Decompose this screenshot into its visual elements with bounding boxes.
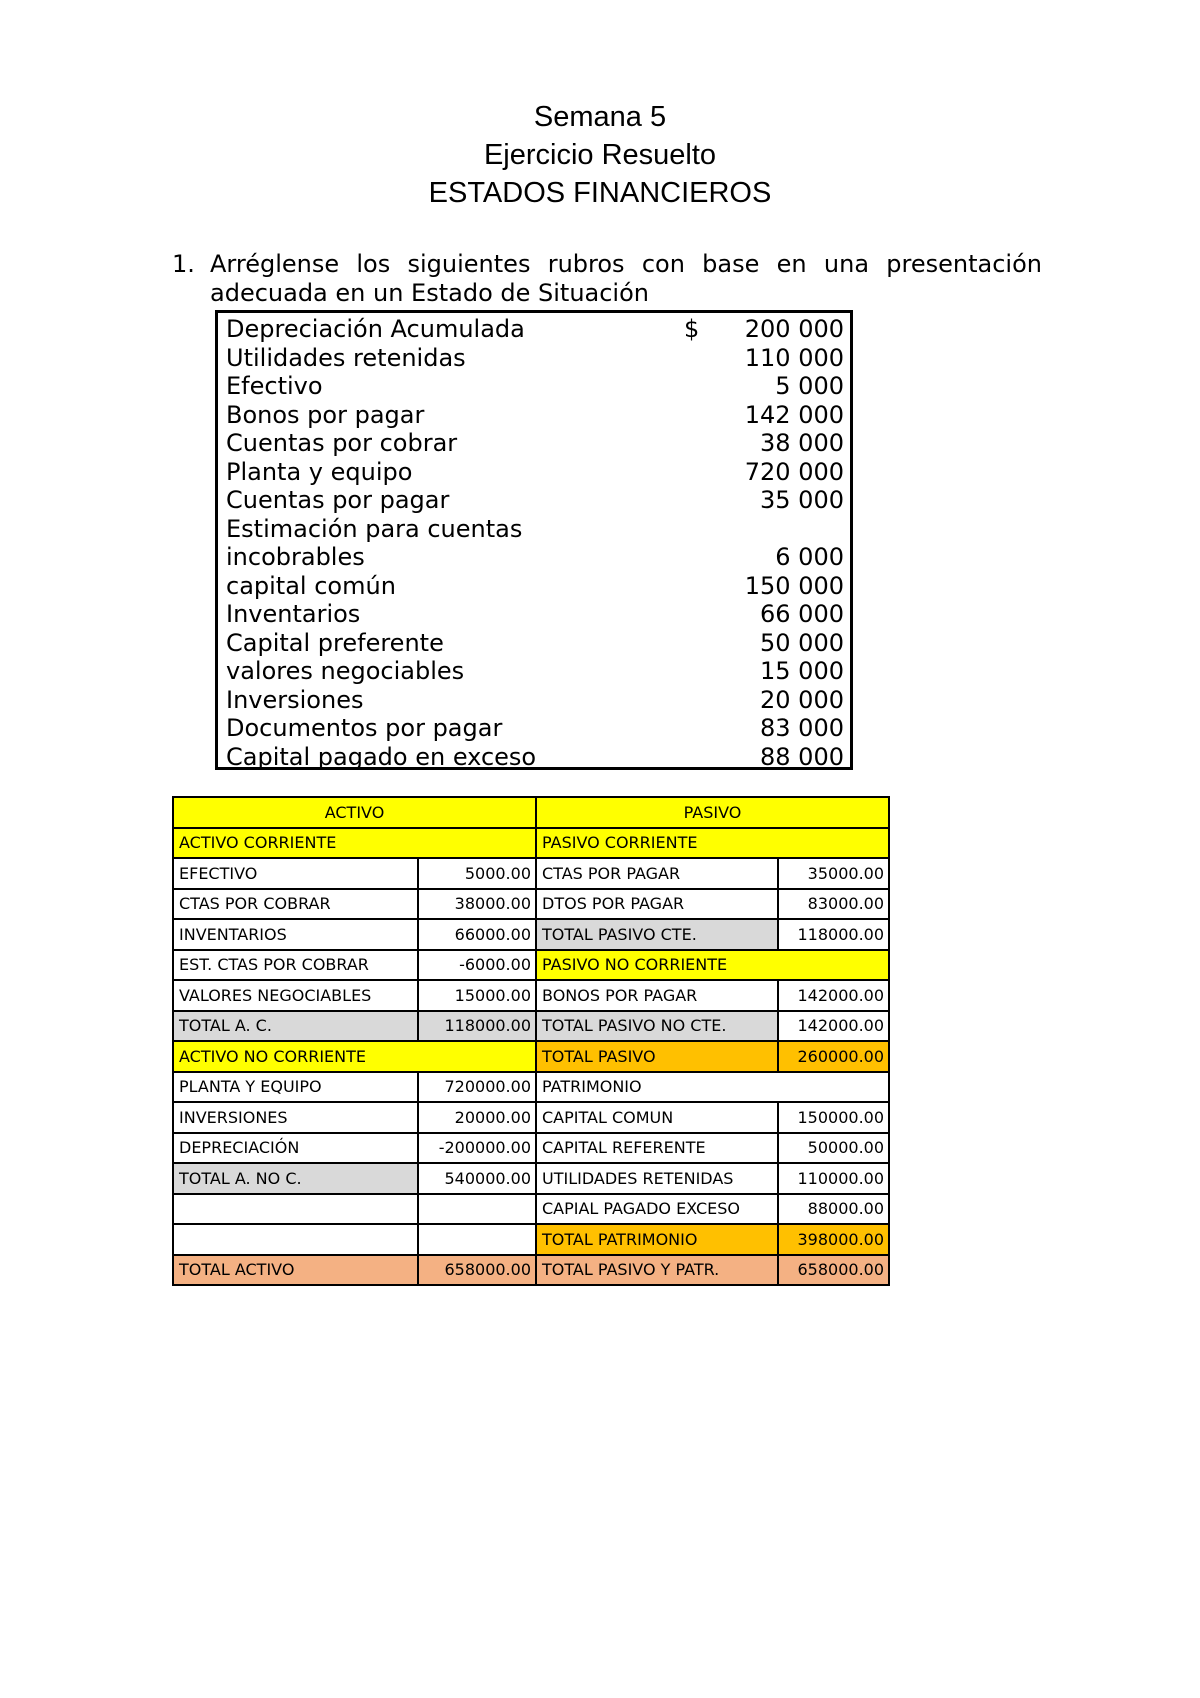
pasivo-header: PASIVO [536, 797, 889, 828]
item-amount: 150 000 [744, 571, 844, 600]
item-currency: $ [684, 315, 700, 343]
table-row [173, 1255, 889, 1286]
pasivo-label: DTOS POR PAGAR [536, 889, 778, 920]
item-label: valores negociables [226, 657, 465, 685]
activo-label: VALORES NEGOCIABLES [173, 980, 418, 1011]
item-label-line2: incobrables [226, 543, 365, 571]
activo-value: -200000.00 [418, 1133, 536, 1164]
pasivo-label: TOTAL PASIVO Y PATR. [536, 1255, 778, 1286]
item-label: Efectivo [226, 372, 323, 400]
pasivo-label: TOTAL PATRIMONIO [536, 1224, 778, 1255]
table-row [173, 980, 889, 1011]
activo-value: 540000.00 [418, 1163, 536, 1194]
patrimonio-header: PATRIMONIO [536, 1072, 889, 1103]
pasivo-no-corriente-header: PASIVO NO CORRIENTE [536, 950, 889, 981]
list-item [226, 600, 844, 629]
list-item [226, 686, 844, 715]
activo-label: EFECTIVO [173, 858, 418, 889]
table-row [173, 1011, 889, 1042]
item-label: capital común [226, 571, 396, 600]
activo-label: INVERSIONES [173, 1102, 418, 1133]
list-item [226, 629, 844, 658]
item-amount: 142 000 [744, 400, 844, 429]
document-header [0, 98, 1200, 212]
item-amount: 5 000 [775, 372, 844, 400]
pasivo-label: BONOS POR PAGAR [536, 980, 778, 1011]
exercise-statement [172, 250, 1042, 308]
item-label: Cuentas por pagar [226, 486, 450, 514]
activo-value: 20000.00 [418, 1102, 536, 1133]
list-item [226, 714, 844, 743]
item-amount: 88 000 [760, 742, 844, 771]
list-item [226, 458, 844, 487]
pasivo-value: 118000.00 [778, 919, 889, 950]
pasivo-label: UTILIDADES RETENIDAS [536, 1163, 778, 1194]
list-item [226, 429, 844, 458]
activo-corriente-header: ACTIVO CORRIENTE [173, 828, 536, 859]
item-amount: 38 000 [760, 429, 844, 457]
list-item [226, 344, 844, 373]
pasivo-value: 142000.00 [778, 980, 889, 1011]
item-label [226, 515, 724, 572]
table-row [173, 950, 889, 981]
activo-label: INVENTARIOS [173, 919, 418, 950]
item-amount: 66 000 [760, 600, 844, 628]
activo-label: DEPRECIACIÓN [173, 1133, 418, 1164]
items-list-box [215, 310, 853, 770]
item-label: Planta y equipo [226, 457, 413, 486]
pasivo-value: 398000.00 [778, 1224, 889, 1255]
activo-value: 720000.00 [418, 1072, 536, 1103]
item-label: Inventarios [226, 600, 361, 628]
item-label: Inversiones [226, 685, 364, 714]
item-label: Cuentas por cobrar [226, 429, 458, 457]
pasivo-corriente-header: PASIVO CORRIENTE [536, 828, 889, 859]
exercise-text-line2: adecuada en un Estado de Situación [210, 279, 649, 307]
exercise-number: 1. [172, 250, 195, 278]
pasivo-label: TOTAL PASIVO NO CTE. [536, 1011, 778, 1042]
item-amount: 6 000 [775, 543, 844, 571]
pasivo-label: TOTAL PASIVO [536, 1041, 778, 1072]
item-label: Capital pagado en exceso [226, 742, 537, 771]
pasivo-value: 150000.00 [778, 1102, 889, 1133]
table-row [173, 1072, 889, 1103]
activo-no-corriente-header: ACTIVO NO CORRIENTE [173, 1041, 536, 1072]
pasivo-label: TOTAL PASIVO CTE. [536, 919, 778, 950]
pasivo-value: 35000.00 [778, 858, 889, 889]
activo-label: TOTAL ACTIVO [173, 1255, 418, 1286]
header-title: ESTADOS FINANCIEROS [428, 177, 772, 209]
pasivo-value: 260000.00 [778, 1041, 889, 1072]
list-item [226, 572, 844, 601]
table-row [173, 828, 889, 859]
header-week: Semana 5 [533, 101, 667, 133]
item-amount: 15 000 [760, 657, 844, 685]
table-row [173, 1041, 889, 1072]
pasivo-label: CTAS POR PAGAR [536, 858, 778, 889]
item-label: Documentos por pagar [226, 714, 503, 742]
pasivo-label: CAPITAL REFERENTE [536, 1133, 778, 1164]
activo-label: EST. CTAS POR COBRAR [173, 950, 418, 981]
list-item [226, 315, 844, 344]
activo-value: -6000.00 [418, 950, 536, 981]
activo-label: PLANTA Y EQUIPO [173, 1072, 418, 1103]
activo-value: 66000.00 [418, 919, 536, 950]
list-item [226, 372, 844, 401]
list-item [226, 486, 844, 515]
pasivo-value: 658000.00 [778, 1255, 889, 1286]
table-row [173, 1224, 889, 1255]
pasivo-label: CAPITAL COMUN [536, 1102, 778, 1133]
balance-sheet-table [172, 796, 890, 1286]
table-row [173, 889, 889, 920]
item-label: Depreciación Acumulada [226, 315, 525, 343]
table-row [173, 797, 889, 828]
item-amount: 50 000 [760, 628, 844, 657]
activo-value: 38000.00 [418, 889, 536, 920]
table-row [173, 919, 889, 950]
activo-value [418, 1194, 536, 1225]
item-label: Utilidades retenidas [226, 343, 466, 372]
item-amount: 35 000 [760, 486, 844, 514]
item-amount: 720 000 [744, 457, 844, 486]
table-row [173, 1194, 889, 1225]
table-row [173, 1133, 889, 1164]
pasivo-value: 83000.00 [778, 889, 889, 920]
activo-header: ACTIVO [173, 797, 536, 828]
list-item [226, 657, 844, 686]
pasivo-value: 142000.00 [778, 1011, 889, 1042]
pasivo-value: 88000.00 [778, 1194, 889, 1225]
list-item [226, 743, 844, 772]
activo-value [418, 1224, 536, 1255]
pasivo-label: CAPIAL PAGADO EXCESO [536, 1194, 778, 1225]
table-row [173, 1102, 889, 1133]
pasivo-value: 110000.00 [778, 1163, 889, 1194]
activo-value: 118000.00 [418, 1011, 536, 1042]
item-amount: 83 000 [760, 714, 844, 742]
header-subtitle: Ejercicio Resuelto [483, 139, 717, 171]
item-amount: 20 000 [760, 685, 844, 714]
exercise-text-line1: Arréglense los siguientes rubros con base en una presentación [210, 250, 1042, 278]
table-row [173, 858, 889, 889]
activo-value: 15000.00 [418, 980, 536, 1011]
pasivo-value: 50000.00 [778, 1133, 889, 1164]
activo-label: TOTAL A. NO C. [173, 1163, 418, 1194]
table-row [173, 1163, 889, 1194]
activo-label: TOTAL A. C. [173, 1011, 418, 1042]
item-label: Bonos por pagar [226, 400, 425, 429]
list-item [226, 515, 844, 572]
item-label: Capital preferente [226, 628, 444, 657]
list-item [226, 401, 844, 430]
item-amount: 200 000 [744, 315, 844, 343]
activo-label [173, 1224, 418, 1255]
item-label-line1: Estimación para cuentas [226, 514, 523, 543]
activo-label [173, 1194, 418, 1225]
item-amount: 110 000 [744, 343, 844, 372]
activo-value: 5000.00 [418, 858, 536, 889]
activo-label: CTAS POR COBRAR [173, 889, 418, 920]
activo-value: 658000.00 [418, 1255, 536, 1286]
